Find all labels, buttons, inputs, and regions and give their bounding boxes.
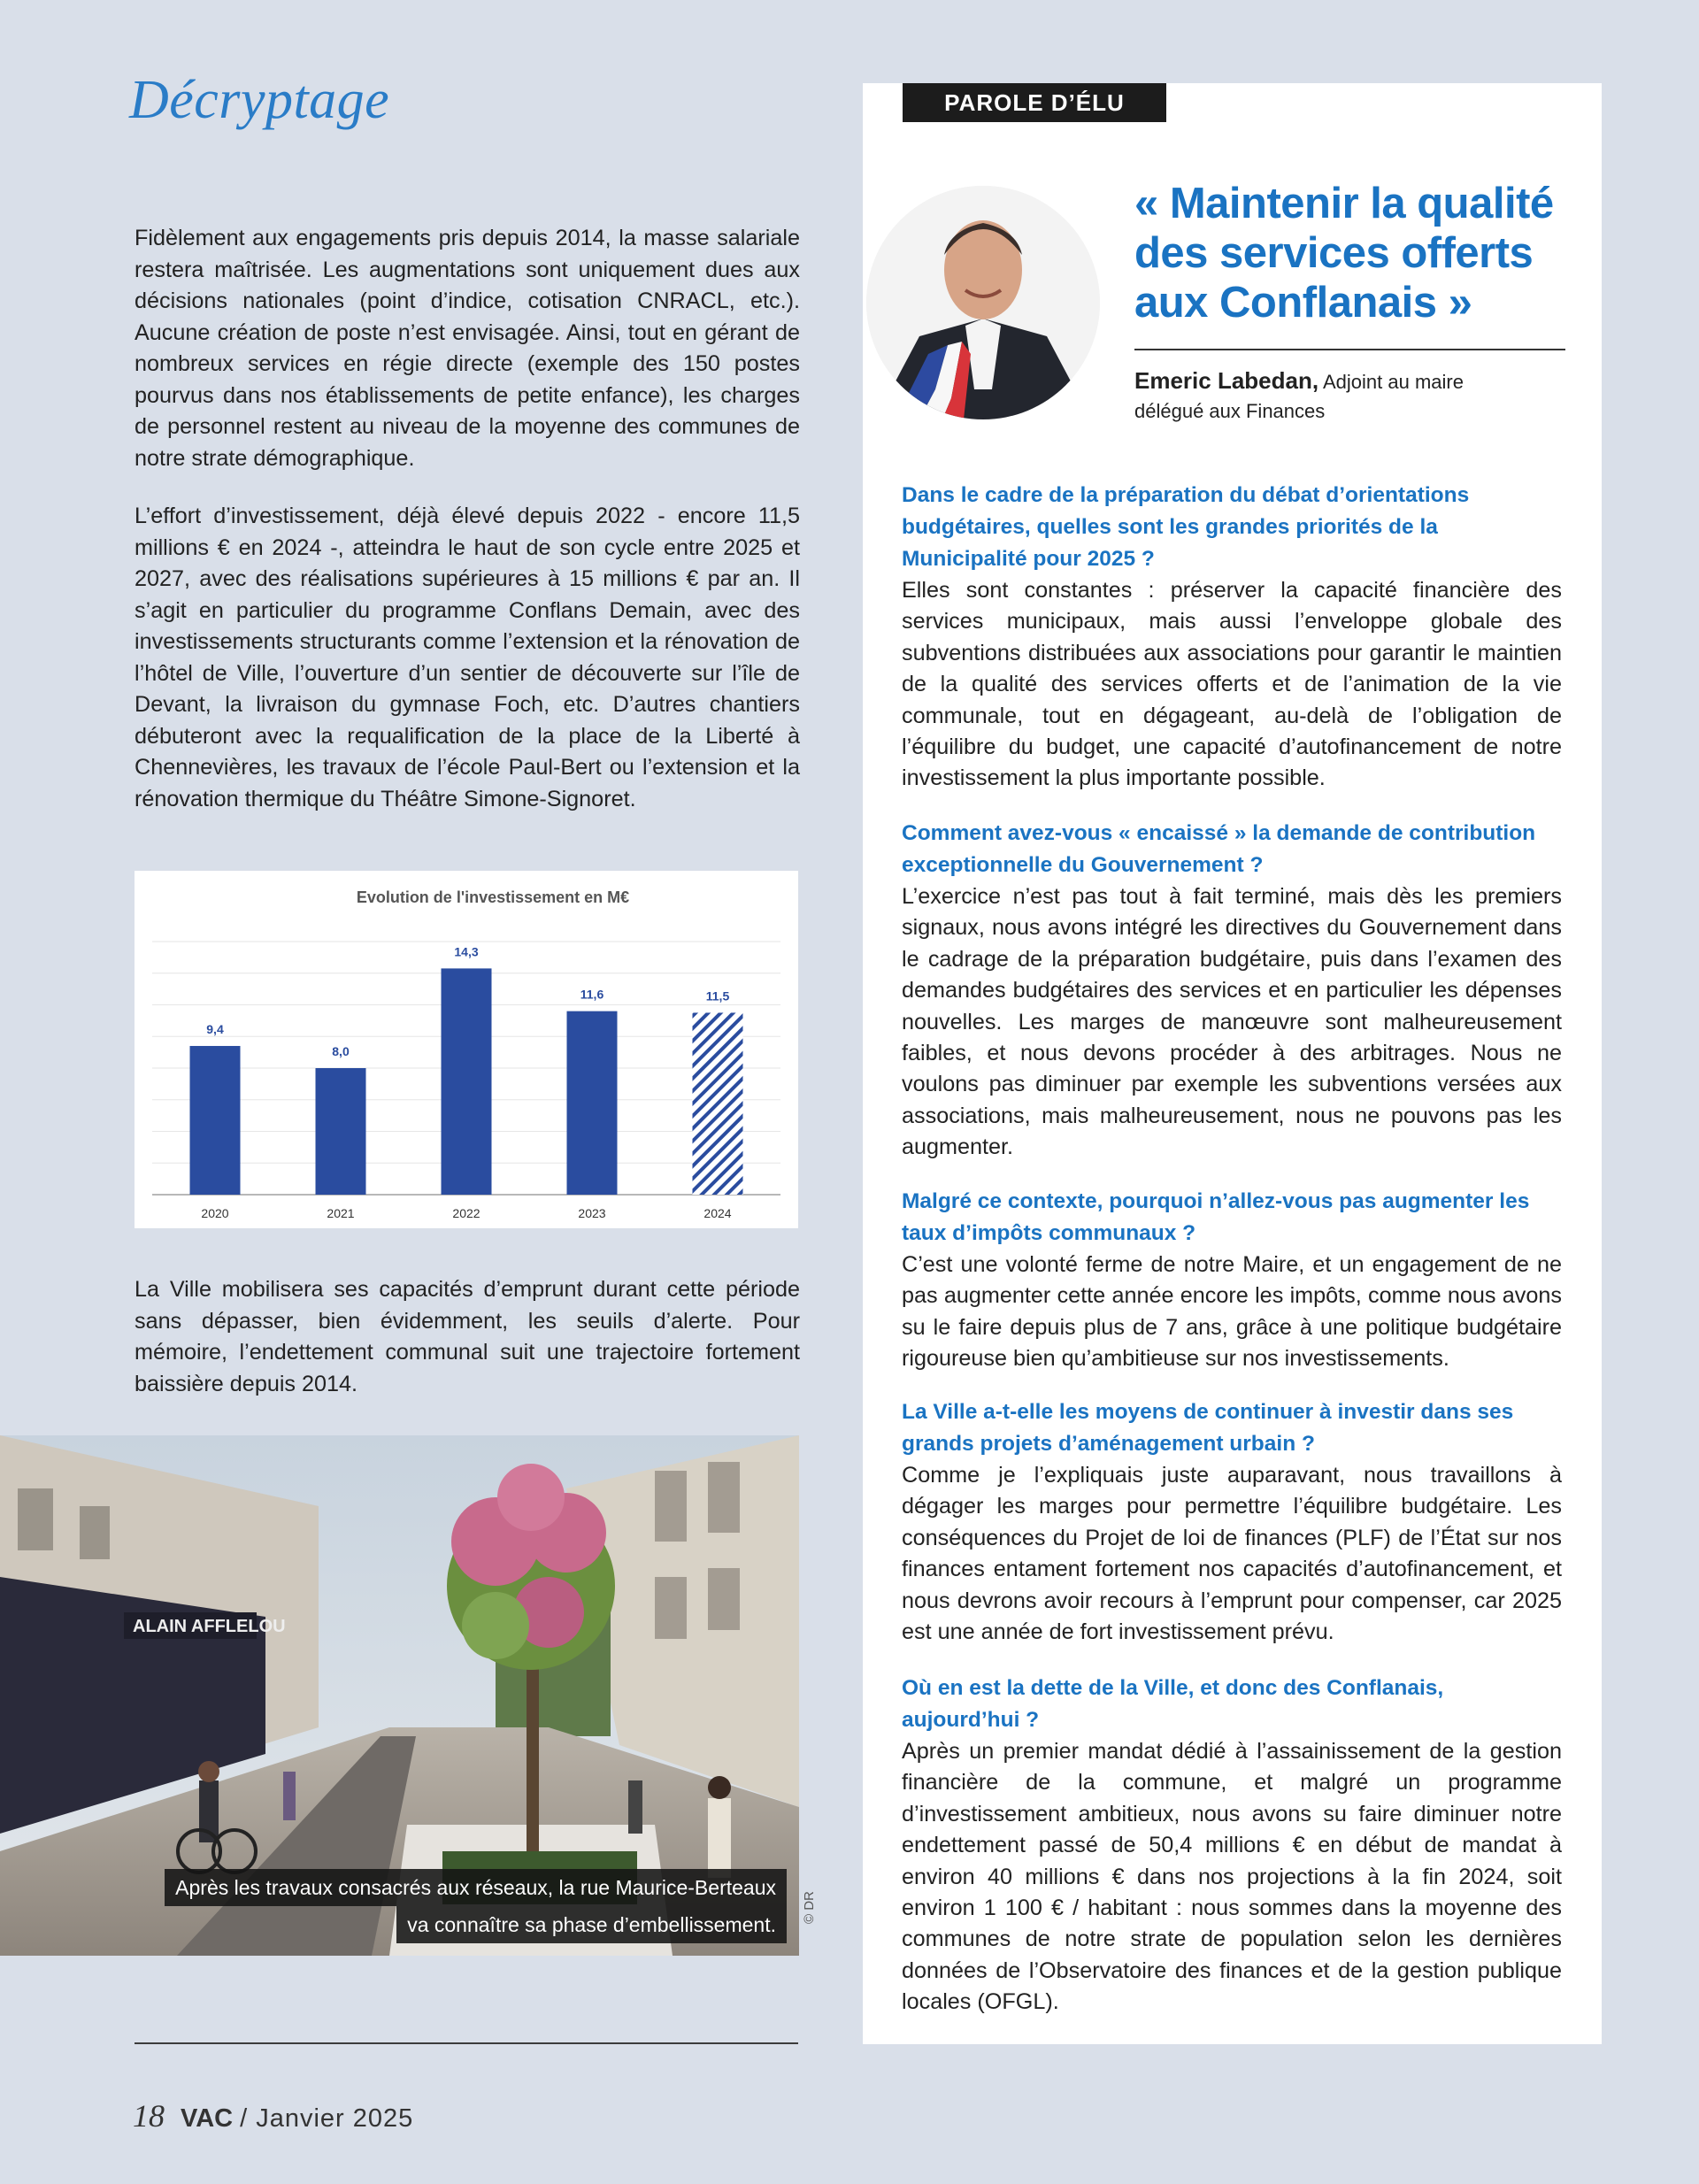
chart-bar-2022 bbox=[442, 968, 492, 1195]
photo-caption bbox=[165, 1869, 787, 1943]
chart-value-label: 11,5 bbox=[705, 988, 730, 1004]
portrait-illustration bbox=[866, 186, 1100, 419]
chart-tick-label: 2022 bbox=[452, 1206, 480, 1220]
interview-panel bbox=[863, 83, 1602, 2044]
section-title: Décryptage bbox=[129, 70, 390, 130]
author-name: Emeric Labedan, bbox=[1134, 367, 1319, 394]
author-role: délégué aux Finances bbox=[1134, 400, 1326, 422]
answer: L’exercice n’est pas tout à fait terminé, mais dès les premiers signaux, nous avons intégré les directives du Gouvernement dans le cadrage de la préparation budgétaire, puis dans l’examen des demandes budgétaires des services et en particulier les dépenses nouvelles. Les marges de manœuvre sont malheureusement faibles, et nous devons procéder à des arbitrages. Nous ne voulons pas diminuer par exemple les subventions versées aux associations, mais malheureusement, nous ne pouvons pas les augmenter. bbox=[902, 884, 1562, 1160]
headline-rule bbox=[1134, 349, 1565, 350]
question: Malgré ce contexte, pourquoi n’allez-vous pas augmenter les taux d’impôts communaux ? bbox=[902, 1189, 1530, 1245]
body-paragraph: La Ville mobilisera ses capacités d’emprunt durant cette période sans dépasser, bien évidemment, les seuils d’alerte. Pour mémoire, l’endettement communal suit une trajectoire fortement baissière depuis 2014. bbox=[135, 1277, 800, 1396]
bottom-rule bbox=[135, 2042, 798, 2044]
body-paragraph: Fidèlement aux engagements pris depuis 2014, la masse salariale restera maîtrisée. Les augmentations sont uniquement dues aux décisions nationales (point d’indice, cotisation CNRACL, etc.). Aucune création de poste n’est envisagée. Ainsi, tout en gérant de nombreux services en régie directe (exemple des 150 postes pourvus dans nos établissements de petite enfance), les charges de personnel restent au niveau de la moyenne des communes de notre strate démographique. bbox=[135, 226, 800, 471]
qa-block bbox=[902, 1186, 1562, 1375]
portrait-photo bbox=[866, 186, 1100, 419]
qa-block bbox=[902, 480, 1562, 795]
chart-bar-2021 bbox=[316, 1068, 366, 1195]
chart-svg bbox=[135, 871, 798, 1228]
answer: C’est une volonté ferme de notre Maire, et un engagement de ne pas augmenter cette année encore les impôts, comme nous avons su le faire depuis plus de 7 ans, grâce à une politique budgétaire rigoureuse bien qu’ambitieuse sur nos investissements. bbox=[902, 1252, 1562, 1372]
chart-tick-label: 2024 bbox=[703, 1206, 732, 1220]
chart-tick-label: 2023 bbox=[578, 1206, 606, 1220]
body-paragraph: L’effort d’investissement, déjà élevé depuis 2022 - encore 11,5 millions € en 2024 -, atteindra le haut de son cycle entre 2025 et 2027, avec des réalisations supérieures à 15 millions € par an. Il s’agit en particulier du programme Conflans Demain, avec des investissements structurants comme l’extension et la rénovation de l’hôtel de Ville, l’ouverture d’un sentier de découverte sur l’île de Devant, la livraison du gymnase Foch, etc. D’autres chantiers débuteront avec la requalification de la place de la Liberté à Chennevières, les travaux de l’école Paul-Bert ou l’extension et la rénovation thermique du Théâtre Simone-Signoret. bbox=[135, 504, 800, 811]
interview-headline: « Maintenir la qualité des services offerts aux Conflanais » bbox=[1134, 180, 1554, 327]
question: Dans le cadre de la préparation du débat d’orientations budgétaires, quelles sont les grandes priorités de la Municipalité pour 2025 ? bbox=[902, 483, 1470, 571]
chart-value-label: 8,0 bbox=[332, 1044, 350, 1058]
chart-bar-2020 bbox=[190, 1046, 241, 1195]
chart-title: Evolution de l'investissement en M€ bbox=[356, 888, 630, 906]
chart-value-label: 11,6 bbox=[580, 987, 604, 1002]
answer: Elles sont constantes : préserver la capacité financière des services municipaux, mais aussi l’enveloppe globale des subventions distribuées aux associations pour garantir le maintien de la qualité des services offerts et de l’animation de la vie communale, tout en dégageant, au-delà de l’obligation de l’équilibre du budget, une capacité d’autofinancement de notre investissement la plus importante possible. bbox=[902, 578, 1562, 791]
chart-bar-2023 bbox=[567, 1011, 618, 1195]
question: Où en est la dette de la Ville, et donc des Conflanais, aujourd’hui ? bbox=[902, 1676, 1444, 1732]
photo-caption-line: va connaître sa phase d’embellissement. bbox=[396, 1906, 787, 1943]
chart-tick-label: 2021 bbox=[327, 1206, 355, 1220]
chart-bar-2024 bbox=[693, 1012, 743, 1195]
svg-text:ALAIN AFFLELOU: ALAIN AFFLELOU bbox=[133, 1617, 286, 1636]
photo-credit: © DR bbox=[802, 1891, 817, 1924]
magazine-name: VAC bbox=[181, 2104, 234, 2133]
issue-date: / Janvier 2025 bbox=[240, 2104, 414, 2133]
question: La Ville a-t-elle les moyens de continuer à investir dans ses grands projets d’aménagement urbain ? bbox=[902, 1400, 1514, 1456]
qa-block bbox=[902, 818, 1562, 1164]
answer: Après un premier mandat dédié à l’assainissement de la gestion financière de la commune, et malgré un programme d’investissement ambitieux, nous avons su faire diminuer notre endettement passé de 50,4 millions € en début de mandat à environ 40 millions € dans nos projections à la fin 2024, soit environ 1 100 € / habitant : nous sommes dans la moyenne des communes de notre strate de population selon les dernières données de l’Observatoire des finances et de la gestion publique locales (OFGL). bbox=[902, 1739, 1562, 2015]
page-footer bbox=[133, 2097, 413, 2134]
answer: Comme je l’expliquais juste auparavant, nous travaillons à dégager les marges pour permettre l’équilibre budgétaire. Les conséquences du Projet de loi de finances (PLF) de l’État sur nos finances entament fortement nos capacités d’autofinancement, et nous devrons avoir recours à l’emprunt pour compenser, car 2025 est une année de fort investissement prévu. bbox=[902, 1463, 1562, 1645]
question: Comment avez-vous « encaissé » la demande de contribution exceptionnelle du Gouvernement ? bbox=[902, 821, 1536, 877]
chart-value-label: 9,4 bbox=[206, 1021, 224, 1036]
author-block bbox=[1134, 366, 1577, 426]
author-role: Adjoint au maire bbox=[1322, 371, 1464, 393]
investment-bar-chart bbox=[135, 871, 798, 1228]
section-badge: PAROLE D’ÉLU bbox=[903, 83, 1166, 122]
photo-caption-line: Après les travaux consacrés aux réseaux, la rue Maurice-Berteaux bbox=[165, 1869, 787, 1906]
chart-value-label: 14,3 bbox=[454, 944, 479, 959]
qa-block bbox=[902, 1396, 1562, 1648]
chart-tick-label: 2020 bbox=[201, 1206, 229, 1220]
street-photo bbox=[0, 1435, 799, 1956]
page-number: 18 bbox=[133, 2098, 165, 2134]
qa-block bbox=[902, 1673, 1562, 2019]
